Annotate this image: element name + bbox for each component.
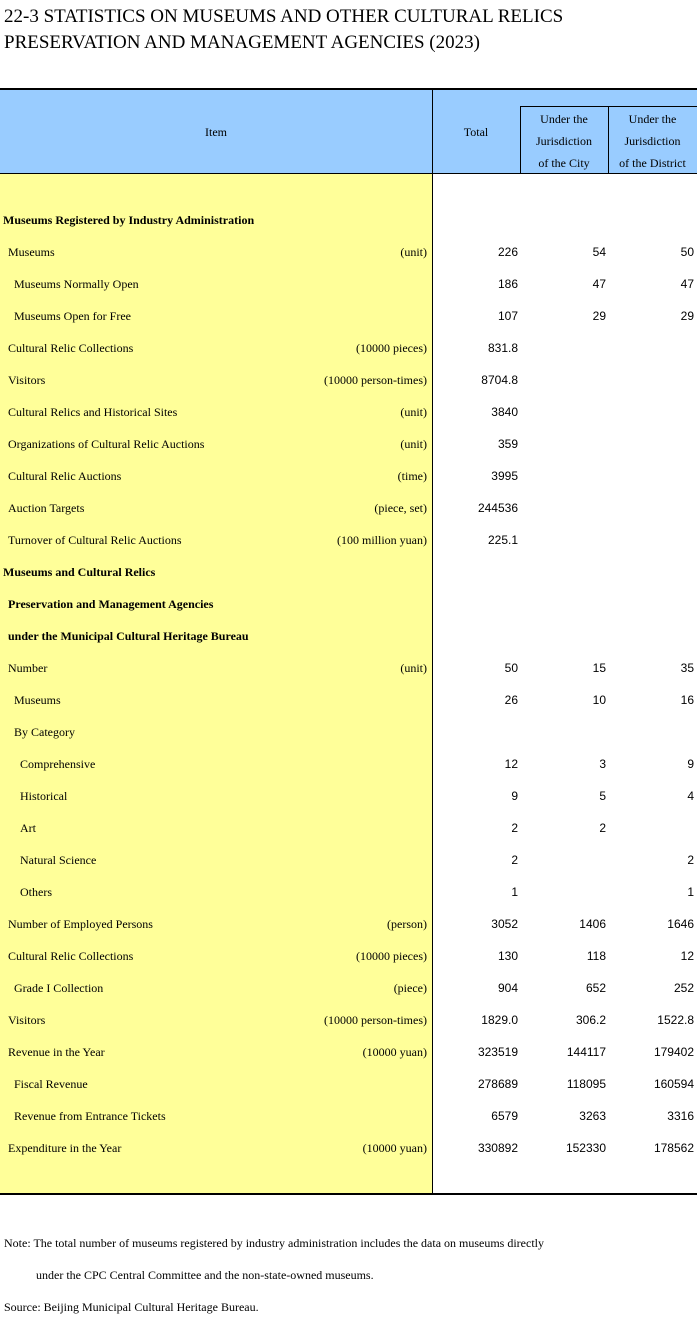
row-unit: (10000 person-times) (324, 373, 427, 387)
total-cell: 50 (504, 661, 518, 675)
row-label: under the Municipal Cultural Heritage Bureau (8, 629, 249, 643)
table-row (0, 844, 697, 876)
city-cell: 3263 (579, 1109, 606, 1123)
table-row (0, 236, 697, 268)
district-cell: 179402 (653, 1045, 694, 1059)
city-cell: 15 (592, 661, 606, 675)
row-label: Fiscal Revenue (14, 1077, 88, 1091)
district-cell: 50 (680, 245, 694, 259)
row-unit: (10000 yuan) (362, 1141, 427, 1155)
table-row (0, 428, 697, 460)
row-label: Museums Registered by Industry Administration (3, 213, 255, 227)
row-label: Museums (8, 245, 55, 259)
total-cell: 904 (497, 981, 518, 995)
row-label: Expenditure in the Year (8, 1141, 122, 1155)
row-label: Number (8, 661, 48, 675)
row-unit: (person) (387, 917, 427, 931)
note-line-2: under the CPC Central Committee and the non-state-owned museums. (36, 1268, 374, 1282)
district-cell: 178562 (653, 1141, 694, 1155)
table-title (4, 4, 563, 56)
district-cell: 2 (687, 853, 694, 867)
row-label: Museums and Cultural Relics (3, 565, 156, 579)
total-cell: 2 (511, 821, 518, 835)
table-row (0, 300, 697, 332)
table-row (0, 620, 697, 652)
total-cell: 1 (511, 885, 518, 899)
row-label: By Category (14, 725, 75, 739)
row-unit: (10000 yuan) (362, 1045, 427, 1059)
district-cell: 9 (687, 757, 694, 771)
table-row (0, 876, 697, 908)
table-row (0, 204, 697, 236)
row-label: Turnover of Cultural Relic Auctions (8, 533, 182, 547)
city-cell: 1406 (579, 917, 606, 931)
district-cell: 29 (680, 309, 694, 323)
row-unit: (time) (397, 469, 427, 483)
total-cell: 1829.0 (481, 1013, 518, 1027)
row-label: Grade I Collection (14, 981, 104, 995)
table-row (0, 1068, 697, 1100)
total-cell: 323519 (477, 1045, 518, 1059)
row-label: Visitors (8, 1013, 46, 1027)
header-item: Item (0, 90, 432, 174)
source-line: Source: Beijing Municipal Cultural Heritage Bureau. (4, 1300, 259, 1314)
row-unit: (10000 pieces) (356, 341, 427, 355)
table-row (0, 524, 697, 556)
total-cell: 130 (497, 949, 518, 963)
city-cell: 54 (592, 245, 606, 259)
district-cell: 1 (687, 885, 694, 899)
divider-city-district (608, 106, 609, 174)
row-unit: (piece) (393, 981, 427, 995)
row-label: Art (20, 821, 36, 835)
row-label: Visitors (8, 373, 46, 387)
header-city: Under the Jurisdiction of the City (520, 106, 608, 174)
city-cell: 152330 (565, 1141, 606, 1155)
table-row (0, 780, 697, 812)
table-row (0, 588, 697, 620)
district-cell: 4 (687, 789, 694, 803)
district-cell: 35 (680, 661, 694, 675)
table-row (0, 748, 697, 780)
table-row (0, 332, 697, 364)
row-unit: (10000 person-times) (324, 1013, 427, 1027)
district-cell: 1646 (667, 917, 694, 931)
total-cell: 3840 (491, 405, 518, 419)
row-unit: (10000 pieces) (356, 949, 427, 963)
row-label: Revenue in the Year (8, 1045, 105, 1059)
row-label: Organizations of Cultural Relic Auctions (8, 437, 205, 451)
row-label: Museums Open for Free (14, 309, 131, 323)
row-label: Museums (14, 693, 61, 707)
table-row (0, 940, 697, 972)
row-label: Preservation and Management Agencies (8, 597, 214, 611)
table-row (0, 716, 697, 748)
row-label: Others (20, 885, 52, 899)
row-unit: (unit) (400, 405, 427, 419)
row-label: Natural Science (20, 853, 97, 867)
divider-total-city (520, 106, 521, 174)
row-label: Comprehensive (20, 757, 96, 771)
row-unit: (100 million yuan) (337, 533, 427, 547)
table-row (0, 684, 697, 716)
table-row (0, 492, 697, 524)
city-cell: 2 (599, 821, 606, 835)
city-cell: 29 (592, 309, 606, 323)
table-row (0, 1036, 697, 1068)
district-cell: 16 (680, 693, 694, 707)
city-cell: 652 (585, 981, 606, 995)
total-cell: 244536 (477, 501, 518, 515)
table-row (0, 364, 697, 396)
total-cell: 26 (504, 693, 518, 707)
row-label: Number of Employed Persons (8, 917, 153, 931)
header-total: Total (432, 90, 520, 174)
total-cell: 3052 (491, 917, 518, 931)
district-cell: 47 (680, 277, 694, 291)
district-cell: 12 (680, 949, 694, 963)
city-cell: 144117 (566, 1045, 606, 1059)
total-cell: 278689 (477, 1077, 518, 1091)
total-cell: 12 (504, 757, 518, 771)
row-unit: (unit) (400, 437, 427, 451)
row-label: Cultural Relic Collections (8, 949, 134, 963)
row-label: Auction Targets (8, 501, 85, 515)
city-cell: 47 (592, 277, 606, 291)
statistics-table (0, 88, 697, 1195)
table-row (0, 460, 697, 492)
city-cell: 10 (592, 693, 606, 707)
title-line-1: 22-3 STATISTICS ON MUSEUMS AND OTHER CULTURAL RELICS (4, 6, 564, 27)
table-row (0, 1004, 697, 1036)
city-cell: 118 (586, 949, 606, 963)
note-line-1: Note: The total number of museums registered by industry administration includes the data on museums directly (4, 1236, 544, 1250)
city-cell: 306.2 (575, 1013, 606, 1027)
table-row (0, 908, 697, 940)
district-cell: 252 (673, 981, 694, 995)
total-cell: 6579 (491, 1109, 518, 1123)
total-cell: 3995 (491, 469, 518, 483)
row-unit: (unit) (400, 661, 427, 675)
header-district: Under the Jurisdiction of the District (608, 106, 697, 174)
table-row (0, 972, 697, 1004)
total-cell: 226 (497, 245, 518, 259)
city-cell: 118095 (566, 1077, 606, 1091)
table-row (0, 556, 697, 588)
header-subfill (520, 90, 697, 106)
row-label: Cultural Relic Collections (8, 341, 134, 355)
total-cell: 225.1 (487, 533, 518, 547)
total-cell: 330892 (477, 1141, 518, 1155)
district-cell: 160594 (653, 1077, 694, 1091)
header-bottom-line (0, 173, 697, 174)
table-row (0, 396, 697, 428)
row-unit: (unit) (400, 245, 427, 259)
row-label: Cultural Relics and Historical Sites (8, 405, 178, 419)
total-cell: 8704.8 (481, 373, 518, 387)
table-row (0, 652, 697, 684)
table-row (0, 268, 697, 300)
row-label: Revenue from Entrance Tickets (14, 1109, 166, 1123)
table-row (0, 1132, 697, 1164)
total-cell: 831.8 (487, 341, 518, 355)
total-cell: 2 (511, 853, 518, 867)
header-sub-top-line (520, 106, 697, 107)
total-cell: 359 (497, 437, 518, 451)
city-cell: 3 (599, 757, 606, 771)
district-cell: 1522.8 (657, 1013, 694, 1027)
row-label: Museums Normally Open (14, 277, 139, 291)
row-label: Cultural Relic Auctions (8, 469, 122, 483)
total-cell: 9 (511, 789, 518, 803)
total-cell: 107 (497, 309, 518, 323)
row-unit: (piece, set) (374, 501, 427, 515)
city-cell: 5 (599, 789, 606, 803)
total-cell: 186 (497, 277, 518, 291)
row-label: Historical (20, 789, 68, 803)
table-row (0, 1100, 697, 1132)
district-cell: 3316 (667, 1109, 694, 1123)
table-row (0, 812, 697, 844)
title-line-2: PRESERVATION AND MANAGEMENT AGENCIES (2023) (4, 32, 480, 53)
